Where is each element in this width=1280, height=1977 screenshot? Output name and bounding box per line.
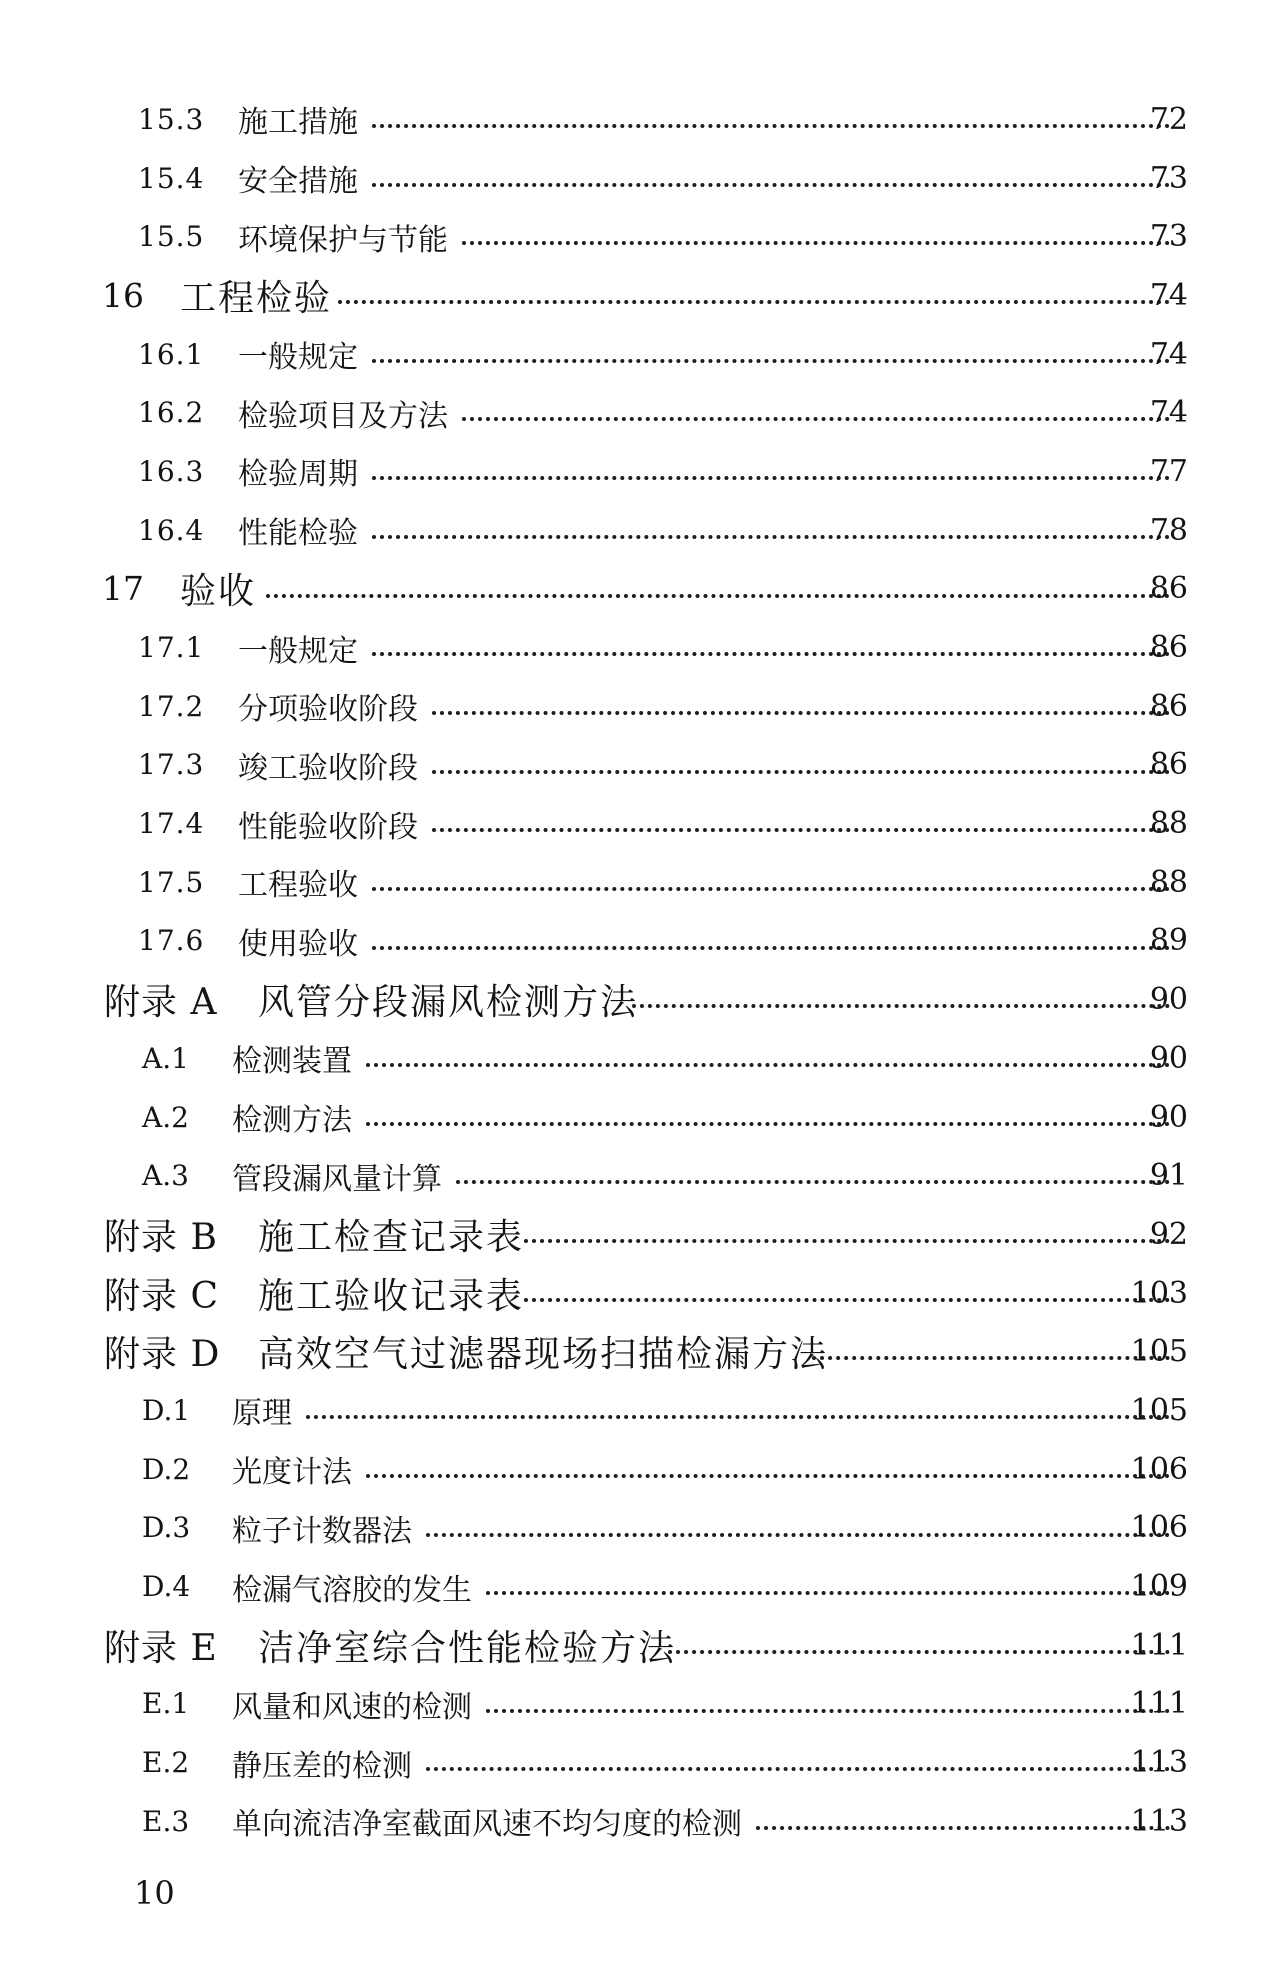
toc-entry-page: 90 [1149,982,1188,1018]
toc-entry-title: 风量和风速的检测 [232,1689,472,1725]
toc-entry-title: 工程检验 [180,277,333,319]
toc-entry-title: 一般规定 [238,633,358,669]
toc-entry-title: 分项验收阶段 [238,692,418,728]
toc-entry-title: 管段漏风量计算 [232,1161,442,1197]
page-number: 10 [134,1874,175,1912]
toc-entry-number: 附录 A [104,982,218,1024]
toc-entry-number: 附录 D [104,1334,221,1376]
toc-entry-number: 15.3 [138,102,205,136]
toc-entry-title: 施工措施 [238,105,358,141]
toc-entry-page: 106 [1130,1510,1188,1546]
toc-dot-leader [668,1640,1170,1654]
toc-entry-number: 16.1 [138,337,205,371]
toc-entry-page: 103 [1130,1275,1188,1311]
toc-entry-number: 17.6 [138,924,205,958]
toc-entry [0,1440,1280,1499]
toc-entry-number: 15.5 [138,220,205,254]
toc-dot-leader [372,114,1170,128]
toc-entry-page: 113 [1130,1745,1188,1781]
toc-entry-title: 使用验收 [238,926,358,962]
toc-entry-number: A.1 [142,1041,189,1075]
toc-entry-page: 74 [1149,395,1188,431]
toc-entry-page: 73 [1149,160,1188,196]
toc-entry [0,912,1280,971]
toc-entry [0,325,1280,384]
toc-entry-page: 113 [1130,1803,1188,1839]
toc-dot-leader [366,1464,1170,1478]
toc-dot-leader [372,936,1170,950]
toc-entry-title: 检漏气溶胶的发生 [232,1572,472,1608]
toc-entry [0,970,1280,1029]
toc-entry-number: 16.2 [138,396,205,430]
toc-entry-title: 静压差的检测 [232,1748,412,1784]
toc-dot-leader [462,231,1170,245]
toc-entry-page: 77 [1149,453,1188,489]
toc-entry-number: 17.2 [138,689,205,723]
toc-entry [0,442,1280,501]
toc-dot-leader [524,1288,1170,1302]
toc-entry-title: 安全措施 [238,164,358,200]
toc-entry-page: 86 [1149,630,1188,666]
toc-entry-number: 附录 C [104,1275,219,1317]
toc-entry-title: 检测装置 [232,1044,352,1080]
toc-entry-number: D.2 [142,1452,191,1486]
toc-entry [0,1088,1280,1147]
toc-entry-title: 环境保护与节能 [238,222,448,258]
toc-dot-leader [426,1757,1170,1771]
toc-dot-leader [366,1053,1170,1067]
toc-entry [0,1146,1280,1205]
toc-dot-leader [372,466,1170,480]
toc-entry-page: 90 [1149,1040,1188,1076]
toc-entry [0,149,1280,208]
toc-entry-page: 88 [1149,864,1188,900]
toc-entry [0,1205,1280,1264]
toc-entry-number: 16.4 [138,513,205,547]
toc-entry-number: 16.3 [138,454,205,488]
toc-entry-page: 91 [1149,1158,1188,1194]
toc-entry-title: 原理 [232,1396,292,1432]
toc-entry-page: 92 [1149,1216,1188,1252]
toc-entry-title: 性能检验 [238,516,358,552]
toc-entry-title: 光度计法 [232,1455,352,1491]
toc-entry [0,383,1280,442]
toc-entry-title: 单向流洁净室截面风速不均匀度的检测 [232,1807,742,1843]
toc-entry-title: 施工验收记录表 [258,1275,525,1317]
toc-entry-page: 106 [1130,1451,1188,1487]
toc-entry-number: A.2 [142,1100,189,1134]
toc-entry [0,1616,1280,1675]
toc-entry-title: 粒子计数器法 [232,1513,412,1549]
toc-entry-page: 90 [1149,1099,1188,1135]
toc-dot-leader [524,1229,1170,1243]
toc-entry-page: 86 [1149,571,1188,607]
toc-entry-number: 附录 B [104,1216,218,1258]
toc-dot-leader [372,349,1170,363]
toc-entry-page: 74 [1149,277,1188,313]
toc-entry-page: 86 [1149,747,1188,783]
toc-entry-page: 109 [1130,1569,1188,1605]
toc-entry-number: E.1 [142,1687,190,1721]
toc-entry [0,794,1280,853]
toc-entry-number: 17.3 [138,748,205,782]
toc-entry-number: 15.4 [138,161,205,195]
toc-entry [0,266,1280,325]
toc-entry-title: 工程验收 [238,868,358,904]
toc-entry [0,618,1280,677]
toc-entry-number: D.1 [142,1393,191,1427]
toc-entry-number: 附录 E [104,1627,218,1669]
toc-entry-number: 16 [102,275,144,315]
toc-entry-number: 17.1 [138,631,205,665]
toc-dot-leader [372,877,1170,891]
toc-entry [0,1029,1280,1088]
toc-dot-leader [366,1112,1170,1126]
toc-entry [0,90,1280,149]
toc-entry-title: 检验项目及方法 [238,398,448,434]
toc-entry-title: 风管分段漏风检测方法 [258,982,639,1024]
toc-entry [0,501,1280,560]
toc-dot-leader [632,994,1170,1008]
toc-entry-number: A.3 [142,1159,189,1193]
toc-dot-leader [432,701,1170,715]
toc-dot-leader [426,1523,1170,1537]
toc-entry [0,207,1280,266]
toc-dot-leader [372,525,1170,539]
toc-dot-leader [266,584,1170,598]
toc-entry-page: 86 [1149,688,1188,724]
toc-entry-page: 105 [1130,1334,1188,1370]
toc-entry-page: 72 [1149,101,1188,137]
toc-dot-leader [812,1346,1170,1360]
toc-entry-page: 78 [1149,512,1188,548]
toc-entry-number: 17 [102,569,144,609]
toc-entry-page: 73 [1149,219,1188,255]
toc-entry [0,853,1280,912]
toc-entry [0,560,1280,619]
toc-entry-title: 竣工验收阶段 [238,750,418,786]
toc-dot-leader [372,173,1170,187]
toc-entry-number: E.3 [142,1804,190,1838]
toc-entry-number: 17.5 [138,865,205,899]
toc-entry [0,1499,1280,1558]
toc-entry-title: 验收 [180,571,257,613]
toc-entry [0,1322,1280,1381]
toc-entry-page: 89 [1149,923,1188,959]
toc-entry-number: E.2 [142,1746,190,1780]
toc-entry-title: 检验周期 [238,457,358,493]
toc-entry-page: 74 [1149,336,1188,372]
toc-dot-leader [432,760,1170,774]
toc-dot-leader [432,818,1170,832]
toc-entry [0,1733,1280,1792]
toc-entry-number: D.3 [142,1511,191,1545]
toc-entry [0,1792,1280,1851]
toc-entry-title: 检测方法 [232,1103,352,1139]
toc-entry [0,736,1280,795]
table-of-contents [0,90,1280,1851]
toc-entry [0,1675,1280,1734]
toc-entry-page: 105 [1130,1392,1188,1428]
toc-entry-page: 88 [1149,806,1188,842]
toc-entry-title: 性能验收阶段 [238,809,418,845]
toc-entry-number: D.4 [142,1570,191,1604]
toc-dot-leader [462,407,1170,421]
toc-dot-leader [486,1699,1170,1713]
toc-entry-page: 111 [1130,1627,1188,1663]
toc-entry [0,1381,1280,1440]
toc-entry [0,1557,1280,1616]
toc-entry-title: 一般规定 [238,340,358,376]
toc-dot-leader [456,1170,1170,1184]
toc-entry-number: 17.4 [138,807,205,841]
toc-entry-page: 111 [1130,1686,1188,1722]
toc-dot-leader [306,1405,1170,1419]
toc-entry [0,1264,1280,1323]
toc-dot-leader [338,290,1170,304]
toc-dot-leader [486,1581,1170,1595]
toc-entry [0,677,1280,736]
toc-dot-leader [756,1816,1170,1830]
toc-entry-title: 施工检查记录表 [258,1216,525,1258]
toc-entry-title: 高效空气过滤器现场扫描检漏方法 [258,1334,829,1376]
toc-dot-leader [372,642,1170,656]
toc-entry-title: 洁净室综合性能检验方法 [258,1627,677,1669]
